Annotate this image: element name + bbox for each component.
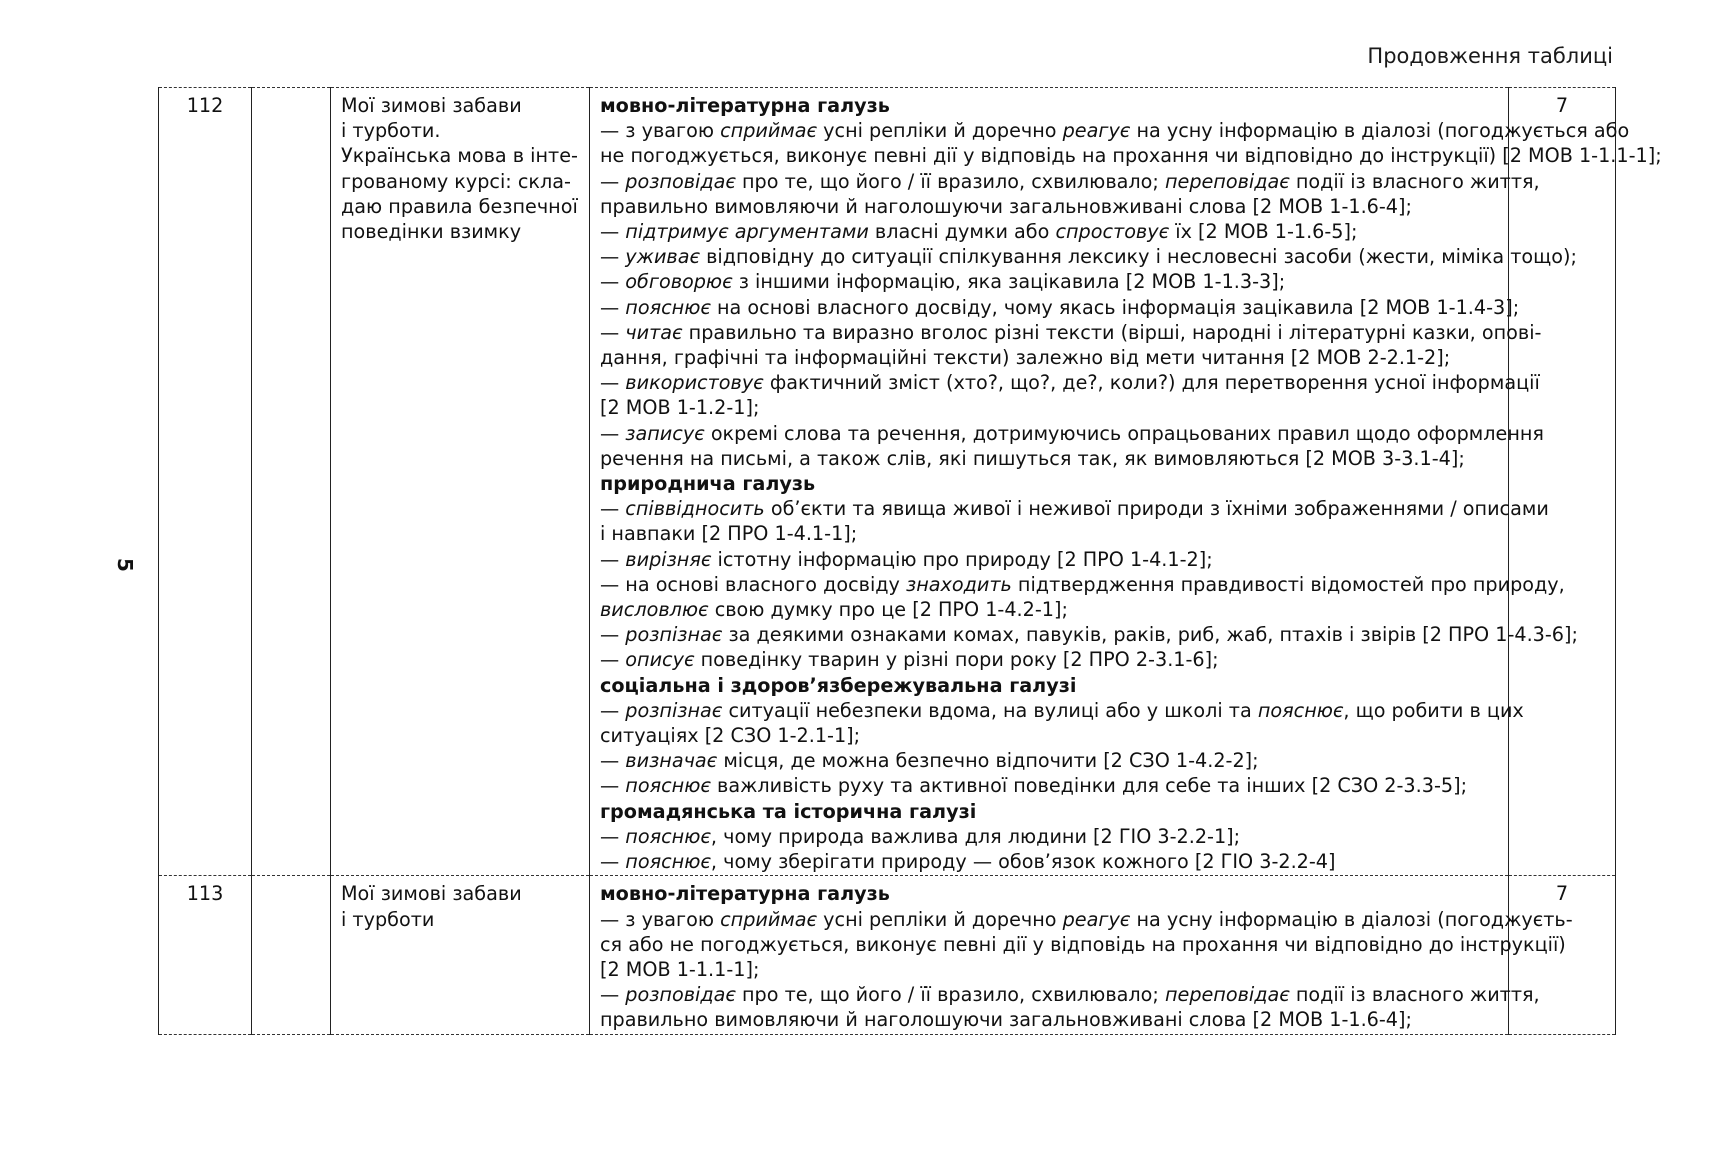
expected-results-text: мовно-літературна галузь — з увагою сприймає усні репліки й доречно реагує на усну інформацію в діалозі (погоджуєть- ся або не погоджується, виконує певні дії у відповідь на прохання чи відповідно до інструкції) [2 МОВ 1-1.1-1]; — розповідає про те, що його / її вразило, схвилювало; переповідає події із власного життя, правильно вимовляючи й наголошуючи загальновживані слова [2 МОВ 1-1.6-4]; xyxy=(600,882,1573,1032)
lesson-hours: 7 xyxy=(1509,876,1616,1034)
lesson-number: 113 xyxy=(159,876,252,1034)
table-continuation-header: Продовження таблиці xyxy=(1367,44,1613,68)
lesson-date-cell xyxy=(252,88,331,876)
expected-results xyxy=(590,88,1662,876)
topic-line: даю правила безпечної xyxy=(341,194,578,218)
topic-line: і турботи xyxy=(341,907,435,931)
table-row xyxy=(159,876,1616,1034)
topic-line: Українська мова в інте- xyxy=(341,144,578,168)
lesson-topic xyxy=(331,876,590,1034)
topic-line: грованому курсі: скла- xyxy=(341,169,571,193)
lesson-plan-table xyxy=(158,87,1662,1035)
topic-line: і турботи. xyxy=(341,119,441,143)
topic-line: Мої зимові забави xyxy=(341,94,522,117)
lesson-hours: 7 xyxy=(1509,88,1616,876)
page-number: 5 xyxy=(112,558,137,572)
topic-line: Мої зимові забави xyxy=(341,882,522,906)
topic-line: поведінки взимку xyxy=(341,220,522,244)
expected-results xyxy=(590,876,1573,1034)
lesson-number: 112 xyxy=(159,88,252,876)
table-row xyxy=(159,88,1616,876)
expected-results-text: мовно-літературна галузь — з увагою сприймає усні репліки й доречно реагує на усну інформацію в діалозі (погоджується або не погоджується, виконує певні дії у відповідь на прохання чи відповідно до інструкції) [2 МОВ 1-1.1-1]; — розповідає про те, що його / її вразило, схвилювало; переповідає події із власного життя, правильно вимовляючи й наголошуючи загальновживані слова [2 МОВ 1-1.6-4]; — підтримує аргументами власні думки або спростовує їх [2 МОВ 1-1.6-5]; — уживає відповідну до ситуації спілкування лексику і несловесні засоби (жести, міміка тощо); — обговорює з іншими інформацію, яка зацікавила [2 МОВ 1-1.3-3]; — пояснює на основі власного досвіду, чому якась інформація зацікавила [2 МОВ 1-1.4-3]; — читає правильно та виразно вголос різні тексти (вірші, народні і літературні казки, опові- дання, графічні та інформаційні тексти) залежно від мети читання [2 МОВ 2-2.1-2]; — використовує фактичний зміст (хто?, що?, де?, коли?) для перетворення усної інформації [2 МОВ 1-1.2-1]; — записує окремі слова та речення, дотримуючись опрацьованих правил щодо оформлення речення на письмі, а також слів, які пишуться так, як вимовляються [2 МОВ 3-3.1-4]; природнича галузь — співвідносить об’єкти та явища живої і неживої природи з їхніми зображеннями / описами і навпаки [2 ПРО 1-4.1-1]; — вирізняє істотну інформацію про природу [2 ПРО 1-4.1-2]; — на основі власного досвіду знаходить підтвердження правдивості відомостей про природу, висловлює свою думку про це [2 ПРО 1-4.2-1]; — розпізнає за деякими ознаками комах, павуків, раків, риб, жаб, птахів і звірів [2 ПРО 1-4.3-6]; — описує поведінку тварин у різні пори року [2 ПРО 2-3.1-6]; соціальна і здоров’язбережувальна галузі — розпізнає ситуації небезпеки вдома, на вулиці або у школі та пояснює, що робити в цих ситуаціях [2 СЗО 1-2.1-1]; — визначає місця, де можна безпечно відпочити [2 СЗО 1-4.2-2]; — пояснює важливість руху та активної поведінки для себе та інших [2 СЗО 2-3.3-5]; громадянська та історична галузі — пояснює, чому природа важлива для людини [2 ГІО 3-2.2-1]; — пояснює, чому зберігати природу — обов’язок кожного [2 ГІО 3-2.2-4] xyxy=(600,94,1662,874)
lesson-date-cell xyxy=(252,876,331,1034)
lesson-topic xyxy=(331,88,590,876)
